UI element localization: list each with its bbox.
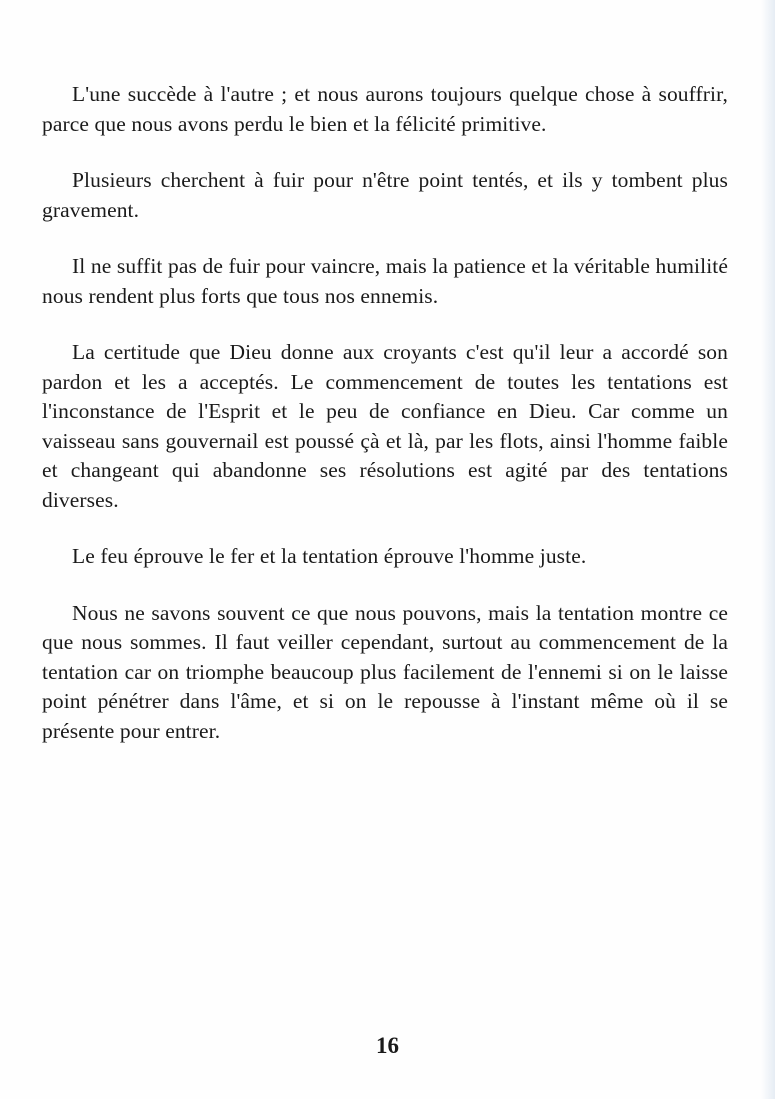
paragraph-3: Il ne suffit pas de fuir pour vaincre, mais la patience et la véritable humilité nous rendent plus forts que tous nos ennemis. bbox=[42, 254, 728, 308]
paragraph-6: Nous ne savons souvent ce que nous pouvons, mais la tentation montre ce que nous sommes. Il faut veiller cependant, surtout au commencement de la tentation car on triomphe beaucoup plus facilement de l'ennemi si on le laisse point pénétrer dans l'âme, et si on le repousse à l'instant même où il se présente pour entrer. bbox=[42, 600, 728, 743]
scan-edge-shadow bbox=[761, 0, 775, 1099]
paragraph-1: L'une succède à l'autre ; et nous aurons toujours quelque chose à souffrir, parce que nous avons perdu le bien et la félicité primitive. bbox=[42, 82, 728, 136]
paragraph-4: La certitude que Dieu donne aux croyants c'est qu'il leur a accordé son pardon et les a acceptés. Le commencement de toutes les tentations est l'inconstance de l'Esprit et le peu de confiance en Dieu. Car comme un vaisseau sans gouvernail est poussé çà et là, par les flots, ainsi l'homme faible et changeant qui abandonne ses résolutions est agité par des tentations diverses. bbox=[42, 340, 728, 512]
page-number: 16 bbox=[376, 1033, 399, 1058]
paragraph-5: Le feu éprouve le fer et la tentation éprouve l'homme juste. bbox=[72, 544, 587, 568]
body-text bbox=[42, 80, 728, 773]
paragraph-2: Plusieurs cherchent à fuir pour n'être point tentés, et ils y tombent plus gravement. bbox=[42, 168, 728, 222]
